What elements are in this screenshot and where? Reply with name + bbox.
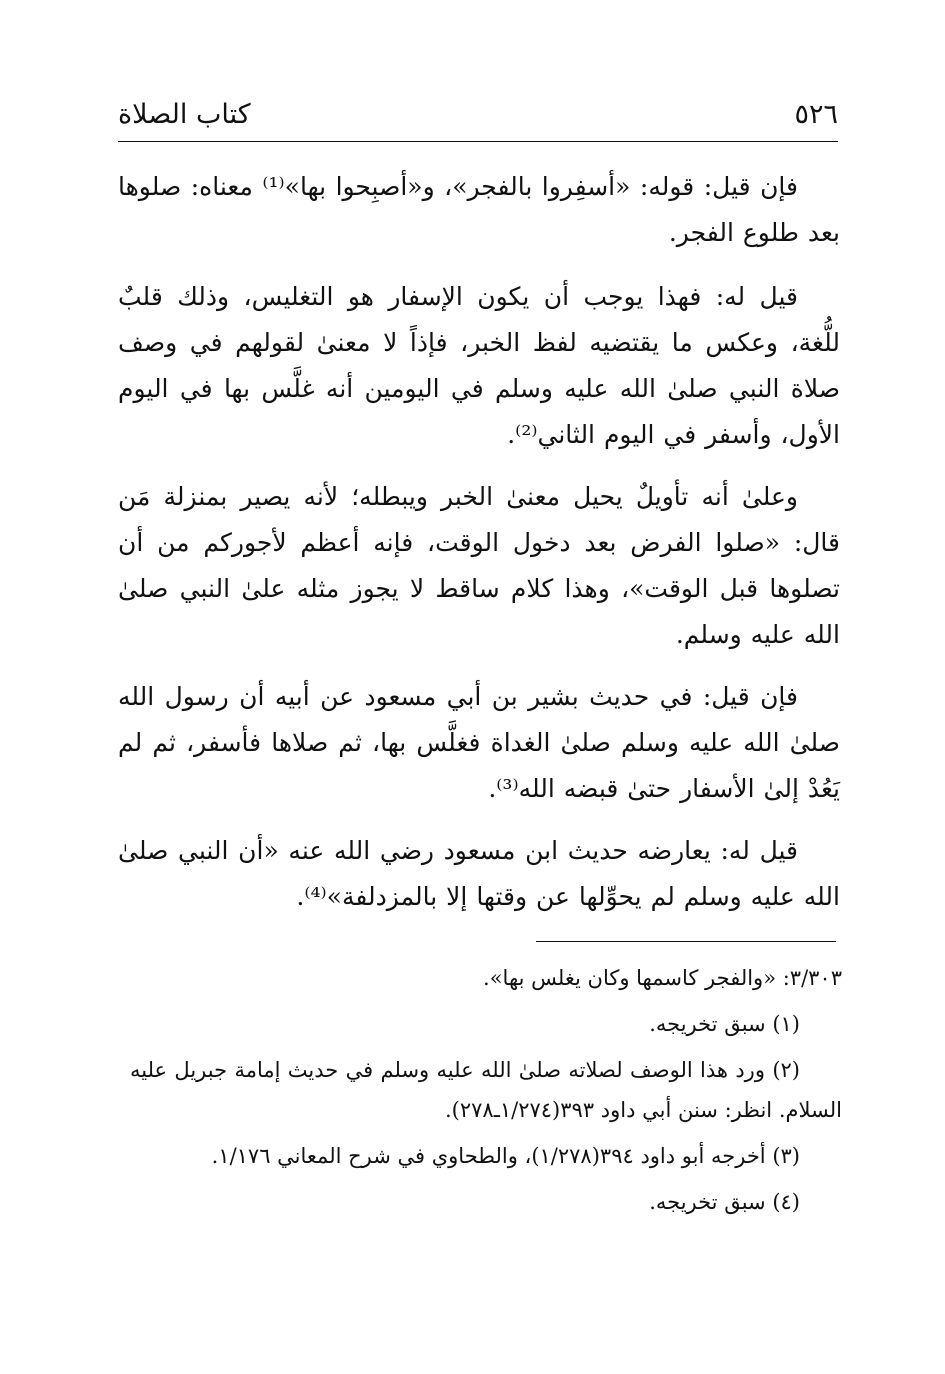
footnote-4: (٤) سبق تخريجه. <box>649 1190 800 1214</box>
header-divider <box>118 141 838 142</box>
page-number: ٥٢٦ <box>794 99 838 130</box>
paragraph-3: وعلىٰ أنه تأويلٌ يحيل معنىٰ الخبر ويبطله؛ لأنه يصير بمنزلة مَن قال: «صلوا الفرض بعد دخول الوقت، فإنه أعظم لأجوركم من أن تصلوها قبل الوقت»، وهذا كلام ساقط لا يجوز مثله علىٰ النبي صلىٰ الله عليه وسلم. <box>118 482 840 649</box>
paragraph-5: قيل له: يعارضه حديث ابن مسعود رضي الله عنه «أن النبي صلىٰ الله عليه وسلم لم يحوِّلها عن وقتها إلا بالمزدلفة»⁽⁴⁾. <box>118 836 840 911</box>
main-text <box>118 164 840 936</box>
footnote-2: (٢) ورد هذا الوصف لصلاته صلىٰ الله عليه وسلم في حديث إمامة جبريل عليه السلام. انظر: سنن أبي داود ٣٩٣(١/٢٧٤ـ٢٧٨). <box>130 1058 842 1122</box>
footnote-1: (١) سبق تخريجه. <box>649 1012 800 1036</box>
paragraph-2: قيل له: فهذا يوجب أن يكون الإسفار هو التغليس، وذلك قلبٌ للُّغة، وعكس ما يقتضيه لفظ الخبر، فإذاً لا معنىٰ لقولهم في وصف صلاة النبي صلىٰ الله عليه وسلم في اليومين أنه غلَّس بها في اليوم الأول، وأسفر في اليوم الثاني⁽²⁾. <box>118 282 840 449</box>
footnote-divider <box>536 941 836 942</box>
footnotes <box>130 958 842 1228</box>
chapter-title: كتاب الصلاة <box>118 99 251 130</box>
footnote-continuation: ٣/٣٠٣: «والفجر كاسمها وكان يغلس بها». <box>483 966 842 990</box>
footnote-3: (٣) أخرجه أبو داود ٣٩٤(١/٢٧٨)، والطحاوي في شرح المعاني ١/١٧٦. <box>211 1144 800 1168</box>
page-header <box>118 92 838 138</box>
paragraph-1: فإن قيل: قوله: «أسفِروا بالفجر»، و«أصبِحوا بها»⁽¹⁾ معناه: صلوها بعد طلوع الفجر. <box>118 172 840 247</box>
paragraph-4: فإن قيل: في حديث بشير بن أبي مسعود عن أبيه أن رسول الله صلىٰ الله عليه وسلم صلىٰ الغداة فغلَّس بها، ثم صلاها فأسفر، ثم لم يَعُدْ إلىٰ الأسفار حتىٰ قبضه الله⁽³⁾. <box>118 682 840 803</box>
